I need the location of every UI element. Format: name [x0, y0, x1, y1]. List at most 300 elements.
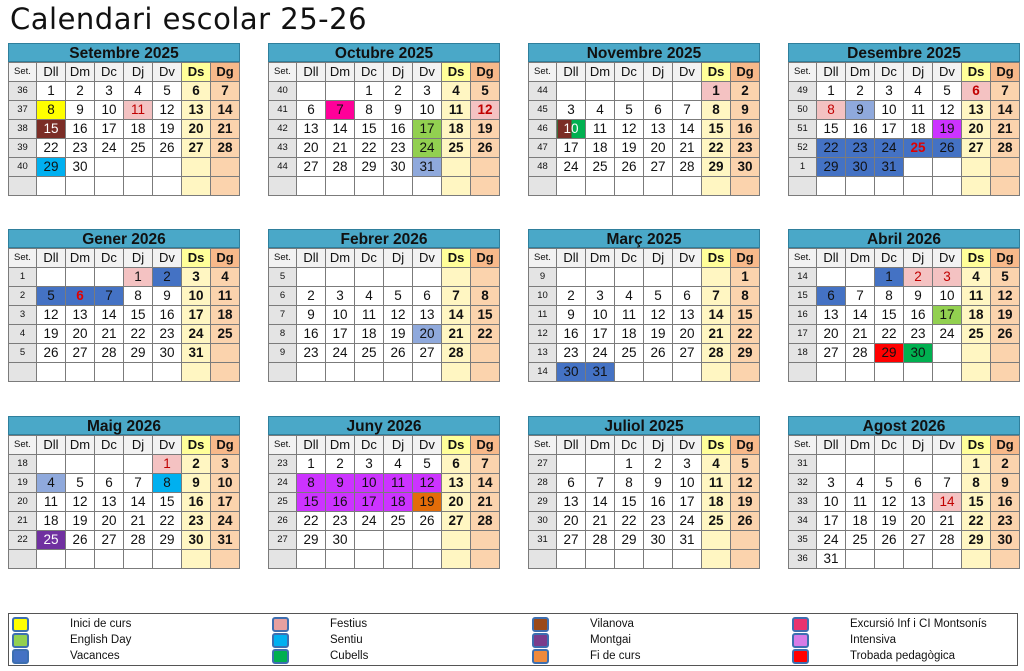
legend-swatch — [532, 649, 549, 664]
weekday-header: Dg — [211, 436, 240, 455]
weekday-header: Dv — [673, 249, 702, 268]
week-row — [269, 139, 500, 158]
day-cell — [413, 363, 442, 382]
week-row — [269, 120, 500, 139]
day-cell: 29 — [817, 158, 846, 177]
weekday-header: Dg — [991, 63, 1020, 82]
week-row — [789, 455, 1020, 474]
day-cell: 16 — [153, 306, 182, 325]
day-cell: 2 — [846, 82, 875, 101]
day-cell — [442, 268, 471, 287]
weekday-header: Ds — [182, 63, 211, 82]
weekday-header: Dc — [875, 436, 904, 455]
week-number: 35 — [789, 531, 817, 550]
month-title: Novembre 2025 — [528, 43, 760, 62]
day-cell: 17 — [875, 120, 904, 139]
week-row — [269, 268, 500, 287]
week-number: 15 — [789, 287, 817, 306]
week-row — [9, 177, 240, 196]
day-cell: 21 — [442, 325, 471, 344]
day-cell: 12 — [875, 493, 904, 512]
day-cell: 4 — [124, 82, 153, 101]
legend-label: Sentiu — [330, 634, 363, 646]
weekday-header: Dll — [37, 63, 66, 82]
day-cell: 28 — [933, 531, 962, 550]
day-cell — [297, 82, 326, 101]
day-cell — [702, 363, 731, 382]
day-cell: 3 — [673, 455, 702, 474]
legend-swatch — [532, 617, 549, 632]
day-cell — [991, 363, 1020, 382]
day-cell: 29 — [702, 158, 731, 177]
day-cell: 26 — [471, 139, 500, 158]
day-cell — [153, 177, 182, 196]
legend-swatch — [792, 649, 809, 664]
day-cell: 19 — [471, 120, 500, 139]
week-number: 52 — [789, 139, 817, 158]
legend-label: Inici de curs — [70, 618, 132, 630]
legend-label: Intensiva — [850, 634, 897, 646]
day-cell — [384, 363, 413, 382]
day-cell: 5 — [471, 82, 500, 101]
day-cell: 27 — [182, 139, 211, 158]
weekday-header: Dm — [586, 63, 615, 82]
legend-label: Vilanova — [590, 618, 634, 630]
weekday-header: Dll — [817, 436, 846, 455]
week-number: 50 — [789, 101, 817, 120]
weekday-header: Dv — [413, 249, 442, 268]
day-cell — [615, 268, 644, 287]
day-cell — [471, 531, 500, 550]
day-cell: 12 — [644, 306, 673, 325]
day-cell: 7 — [846, 287, 875, 306]
week-row — [529, 493, 760, 512]
day-cell — [95, 268, 124, 287]
day-cell: 27 — [557, 531, 586, 550]
day-cell: 30 — [557, 363, 586, 382]
week-number — [9, 177, 37, 196]
week-number — [789, 363, 817, 382]
day-cell: 25 — [384, 512, 413, 531]
weekday-header: Ds — [962, 63, 991, 82]
day-cell: 14 — [846, 306, 875, 325]
day-cell: 28 — [586, 531, 615, 550]
day-cell — [557, 550, 586, 569]
week-number — [269, 363, 297, 382]
weekday-header: Dj — [644, 249, 673, 268]
day-cell: 4 — [615, 287, 644, 306]
day-cell: 30 — [153, 344, 182, 363]
legend-label: Cubells — [330, 650, 369, 662]
weekday-header: Set. — [9, 63, 37, 82]
month-calendar — [268, 229, 500, 382]
week-number: 20 — [9, 493, 37, 512]
weekday-header: Dll — [557, 249, 586, 268]
weekday-header: Ds — [442, 249, 471, 268]
day-cell — [326, 177, 355, 196]
day-cell: 30 — [991, 531, 1020, 550]
day-cell — [586, 550, 615, 569]
weekday-header: Dm — [326, 436, 355, 455]
day-cell — [933, 344, 962, 363]
day-cell: 26 — [384, 344, 413, 363]
legend-item — [272, 617, 522, 633]
day-cell: 11 — [355, 306, 384, 325]
week-number — [529, 550, 557, 569]
day-cell: 12 — [66, 493, 95, 512]
day-cell: 15 — [875, 306, 904, 325]
day-cell: 2 — [153, 268, 182, 287]
week-number: 42 — [269, 120, 297, 139]
week-row — [789, 493, 1020, 512]
day-cell — [211, 550, 240, 569]
day-cell — [846, 363, 875, 382]
day-cell: 25 — [702, 512, 731, 531]
day-cell: 14 — [702, 306, 731, 325]
day-cell — [124, 455, 153, 474]
day-cell — [326, 550, 355, 569]
weekday-header: Ds — [182, 436, 211, 455]
month-table — [8, 62, 240, 196]
week-number: 41 — [269, 101, 297, 120]
day-cell — [471, 363, 500, 382]
day-cell — [731, 550, 760, 569]
day-cell — [37, 268, 66, 287]
weekday-header: Dg — [731, 249, 760, 268]
day-cell: 23 — [991, 512, 1020, 531]
day-cell: 15 — [153, 493, 182, 512]
week-number — [9, 550, 37, 569]
weekday-header: Set. — [9, 436, 37, 455]
weekday-header: Dj — [124, 436, 153, 455]
day-cell: 16 — [846, 120, 875, 139]
day-cell: 18 — [702, 493, 731, 512]
day-cell — [355, 550, 384, 569]
weekday-header: Dg — [731, 63, 760, 82]
weekday-header: Dm — [846, 63, 875, 82]
day-cell: 17 — [673, 493, 702, 512]
weekday-header: Set. — [269, 436, 297, 455]
month-table — [8, 248, 240, 382]
day-cell: 12 — [413, 474, 442, 493]
day-cell: 8 — [615, 474, 644, 493]
day-cell: 15 — [702, 120, 731, 139]
day-cell: 29 — [124, 344, 153, 363]
legend-label: Fi de curs — [590, 650, 641, 662]
day-cell: 28 — [471, 512, 500, 531]
week-row — [789, 139, 1020, 158]
day-cell: 17 — [413, 120, 442, 139]
week-number: 34 — [789, 512, 817, 531]
legend-swatch — [272, 649, 289, 664]
day-cell: 9 — [846, 101, 875, 120]
week-row — [529, 268, 760, 287]
weekday-header: Set. — [9, 249, 37, 268]
week-number: 25 — [269, 493, 297, 512]
week-row — [269, 493, 500, 512]
week-row — [789, 512, 1020, 531]
day-cell: 6 — [817, 287, 846, 306]
day-cell: 9 — [182, 474, 211, 493]
weekday-header: Dv — [413, 436, 442, 455]
day-cell: 7 — [471, 455, 500, 474]
week-number: 30 — [529, 512, 557, 531]
day-cell: 2 — [66, 82, 95, 101]
weekday-header: Dll — [557, 63, 586, 82]
day-cell: 4 — [962, 268, 991, 287]
day-cell: 15 — [615, 493, 644, 512]
day-cell: 19 — [933, 120, 962, 139]
week-row — [9, 158, 240, 177]
day-cell: 7 — [673, 101, 702, 120]
month-table — [268, 248, 500, 382]
week-number: 6 — [269, 287, 297, 306]
day-cell: 4 — [586, 101, 615, 120]
week-row — [9, 531, 240, 550]
day-cell: 1 — [355, 82, 384, 101]
day-cell: 24 — [413, 139, 442, 158]
day-cell — [442, 363, 471, 382]
day-cell: 17 — [95, 120, 124, 139]
week-row — [529, 474, 760, 493]
month-table — [8, 435, 240, 569]
month-table — [528, 248, 760, 382]
day-cell: 24 — [326, 344, 355, 363]
weekday-header: Dg — [211, 249, 240, 268]
day-cell: 15 — [731, 306, 760, 325]
week-number: 36 — [789, 550, 817, 569]
day-cell: 26 — [37, 344, 66, 363]
day-cell — [95, 550, 124, 569]
week-row — [529, 325, 760, 344]
weekday-header: Ds — [962, 436, 991, 455]
weekday-header: Dm — [66, 436, 95, 455]
day-cell: 28 — [442, 344, 471, 363]
week-row — [789, 101, 1020, 120]
legend-item — [792, 617, 1024, 633]
day-cell — [615, 363, 644, 382]
week-row — [269, 82, 500, 101]
week-row — [269, 344, 500, 363]
day-cell: 17 — [933, 306, 962, 325]
day-cell — [731, 177, 760, 196]
day-cell: 29 — [962, 531, 991, 550]
weekday-header: Dll — [297, 249, 326, 268]
week-number: 18 — [789, 344, 817, 363]
day-cell: 16 — [182, 493, 211, 512]
day-cell — [211, 177, 240, 196]
weekday-header: Ds — [702, 436, 731, 455]
day-cell: 23 — [557, 344, 586, 363]
legend — [8, 613, 1018, 666]
legend-swatch — [12, 617, 29, 632]
day-cell: 21 — [471, 493, 500, 512]
month-calendar — [8, 416, 240, 569]
week-number: 36 — [9, 82, 37, 101]
weekday-header: Set. — [529, 436, 557, 455]
week-row — [529, 120, 760, 139]
day-cell: 20 — [66, 325, 95, 344]
weekday-header: Dg — [991, 436, 1020, 455]
day-cell: 1 — [153, 455, 182, 474]
day-cell: 23 — [297, 344, 326, 363]
week-number: 7 — [269, 306, 297, 325]
day-cell — [673, 550, 702, 569]
week-row — [789, 344, 1020, 363]
day-cell: 13 — [644, 120, 673, 139]
day-cell — [904, 363, 933, 382]
month-calendar — [268, 416, 500, 569]
day-cell: 3 — [933, 268, 962, 287]
day-cell — [817, 363, 846, 382]
day-cell — [211, 158, 240, 177]
day-cell: 9 — [384, 101, 413, 120]
day-cell: 9 — [731, 101, 760, 120]
day-cell: 8 — [297, 474, 326, 493]
month-calendar — [528, 229, 760, 382]
day-cell: 22 — [37, 139, 66, 158]
day-cell: 15 — [124, 306, 153, 325]
week-row — [529, 363, 760, 382]
day-cell: 11 — [124, 101, 153, 120]
day-cell: 13 — [297, 120, 326, 139]
day-cell — [442, 550, 471, 569]
week-number: 1 — [9, 268, 37, 287]
day-cell: 8 — [355, 101, 384, 120]
week-row — [9, 268, 240, 287]
day-cell — [95, 455, 124, 474]
legend-label: Festius — [330, 618, 368, 630]
week-row — [789, 120, 1020, 139]
day-cell: 11 — [211, 287, 240, 306]
week-number: 38 — [9, 120, 37, 139]
day-cell: 13 — [413, 306, 442, 325]
day-cell: 23 — [904, 325, 933, 344]
weekday-header: Ds — [702, 249, 731, 268]
day-cell: 8 — [471, 287, 500, 306]
day-cell: 10 — [817, 493, 846, 512]
day-cell: 12 — [933, 101, 962, 120]
weekday-header: Dg — [731, 436, 760, 455]
day-cell: 31 — [211, 531, 240, 550]
week-row — [529, 158, 760, 177]
day-cell — [124, 363, 153, 382]
day-cell — [182, 158, 211, 177]
week-number: 9 — [269, 344, 297, 363]
week-row — [269, 455, 500, 474]
day-cell — [442, 177, 471, 196]
day-cell — [702, 531, 731, 550]
week-number: 2 — [9, 287, 37, 306]
day-cell: 24 — [933, 325, 962, 344]
day-cell: 3 — [355, 455, 384, 474]
weekday-header: Dv — [153, 436, 182, 455]
day-cell — [846, 177, 875, 196]
month-title: Març 2025 — [528, 229, 760, 248]
day-cell: 1 — [817, 82, 846, 101]
legend-item — [792, 649, 1024, 665]
day-cell: 3 — [817, 474, 846, 493]
week-number: 22 — [9, 531, 37, 550]
week-number: 5 — [9, 344, 37, 363]
day-cell: 17 — [586, 325, 615, 344]
day-cell: 25 — [962, 325, 991, 344]
weekday-header: Set. — [789, 436, 817, 455]
week-number: 31 — [789, 455, 817, 474]
day-cell — [933, 550, 962, 569]
month-title: Maig 2026 — [8, 416, 240, 435]
day-cell: 27 — [66, 344, 95, 363]
day-cell: 6 — [297, 101, 326, 120]
week-row — [529, 177, 760, 196]
day-cell: 6 — [644, 101, 673, 120]
day-cell: 6 — [95, 474, 124, 493]
day-cell: 18 — [124, 120, 153, 139]
day-cell — [297, 177, 326, 196]
month-table — [788, 435, 1020, 569]
weekday-header: Ds — [442, 63, 471, 82]
day-cell: 18 — [211, 306, 240, 325]
day-cell: 28 — [211, 139, 240, 158]
month-calendar — [8, 229, 240, 382]
day-cell: 15 — [297, 493, 326, 512]
week-row — [529, 306, 760, 325]
day-cell — [904, 177, 933, 196]
day-cell: 4 — [37, 474, 66, 493]
day-cell: 9 — [66, 101, 95, 120]
day-cell: 6 — [557, 474, 586, 493]
day-cell: 19 — [413, 493, 442, 512]
day-cell — [471, 158, 500, 177]
week-number — [529, 177, 557, 196]
week-row — [269, 531, 500, 550]
weekday-header: Set. — [529, 249, 557, 268]
month-title: Setembre 2025 — [8, 43, 240, 62]
day-cell: 20 — [297, 139, 326, 158]
day-cell: 28 — [124, 531, 153, 550]
day-cell: 21 — [673, 139, 702, 158]
day-cell: 19 — [731, 493, 760, 512]
week-number — [269, 177, 297, 196]
month-calendar — [788, 229, 1020, 382]
day-cell: 10 — [211, 474, 240, 493]
weekday-header: Dc — [355, 63, 384, 82]
legend-swatch — [792, 617, 809, 632]
week-number: 31 — [529, 531, 557, 550]
week-row — [9, 455, 240, 474]
day-cell: 28 — [991, 139, 1020, 158]
day-cell: 21 — [326, 139, 355, 158]
week-number: 27 — [269, 531, 297, 550]
weekday-header: Dll — [37, 436, 66, 455]
weekday-header: Dm — [846, 249, 875, 268]
day-cell: 12 — [384, 306, 413, 325]
day-cell — [153, 158, 182, 177]
weekday-header: Dc — [875, 63, 904, 82]
day-cell: 20 — [557, 512, 586, 531]
day-cell: 6 — [904, 474, 933, 493]
day-cell: 30 — [384, 158, 413, 177]
day-cell: 15 — [37, 120, 66, 139]
day-cell: 20 — [817, 325, 846, 344]
day-cell: 5 — [413, 455, 442, 474]
legend-swatch — [272, 633, 289, 648]
day-cell: 11 — [442, 101, 471, 120]
legend-item — [272, 633, 522, 649]
week-row — [9, 101, 240, 120]
day-cell — [615, 82, 644, 101]
day-cell: 8 — [817, 101, 846, 120]
